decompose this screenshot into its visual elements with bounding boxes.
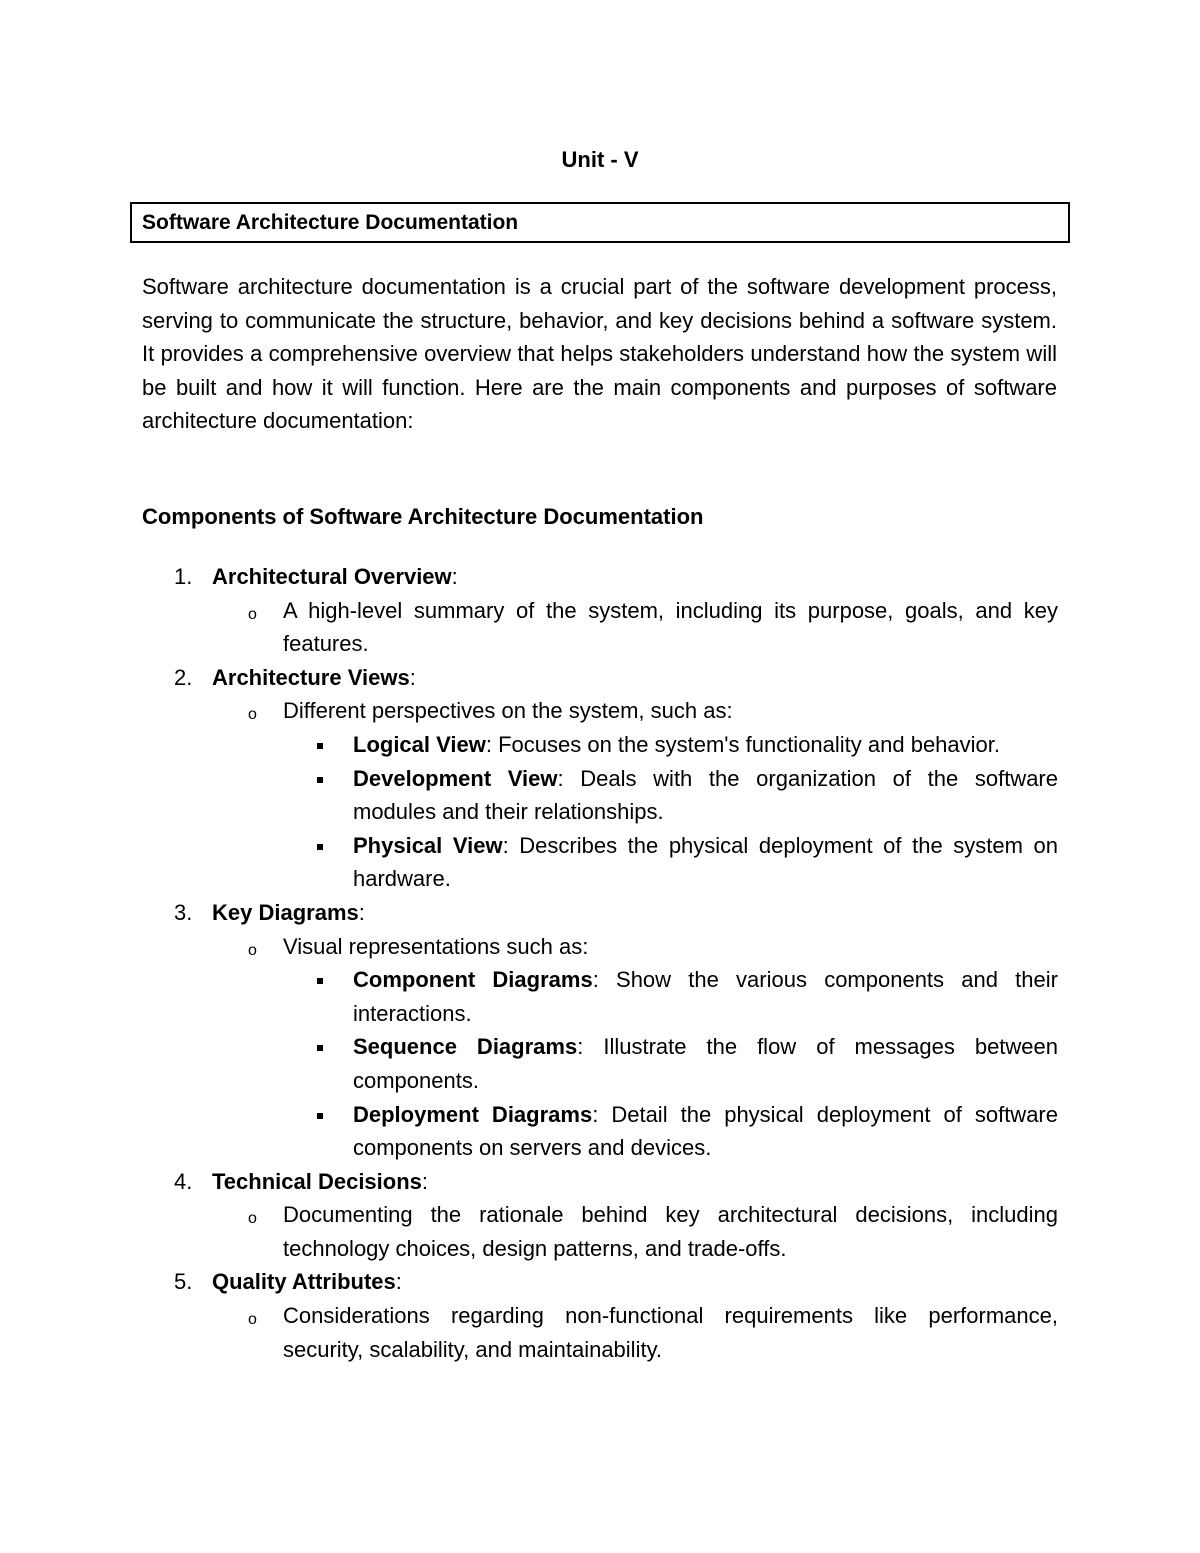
list-item-heading — [0, 896, 1200, 930]
sub-sub-bullet-text: Physical View: Describes the physical deployment of the system on hardware. — [353, 832, 1058, 892]
list-item-title: Architectural Overview: — [212, 564, 458, 589]
list-item — [0, 1165, 1200, 1266]
sub-bullet-text: A high-level summary of the system, including its purpose, goals, and key features. — [283, 597, 1058, 657]
circle-bullet-icon: o — [248, 1210, 257, 1228]
unit-title: Unit - V — [561, 147, 639, 172]
sub-sub-bullet-item — [0, 829, 1200, 896]
circle-bullet-icon: o — [248, 1311, 257, 1329]
sub-bullet-item — [0, 930, 1200, 964]
sub-sub-bullet-text: Deployment Diagrams: Detail the physical deployment of software components on servers and devices. — [353, 1101, 1058, 1161]
section-title: Software Architecture Documentation — [142, 211, 519, 234]
list-item-title: Architecture Views: — [212, 664, 416, 690]
list-item-title: Quality Attributes: — [212, 1269, 402, 1295]
square-bullet-icon — [317, 1045, 323, 1051]
components-heading: Components of Software Architecture Documentation — [142, 504, 704, 529]
section-title-box — [130, 202, 1070, 243]
square-bullet-icon — [317, 777, 323, 783]
circle-bullet-icon: o — [248, 605, 257, 623]
square-bullet-icon — [317, 743, 323, 749]
sub-bullet-item — [0, 694, 1200, 728]
list-item-heading — [0, 560, 1200, 594]
sub-sub-bullet-text: Development View: Deals with the organization of the software modules and their relationships. — [353, 765, 1058, 825]
sub-sub-bullet-item — [0, 1030, 1200, 1097]
sub-bullet-item — [0, 594, 1200, 661]
intro-paragraph: Software architecture documentation is a crucial part of the software development process, serving to communicate the structure, behavior, and key decisions behind a software system. It provides a comprehensive overview that helps stakeholders understand how the system will be built and how it will function. Here are the main components and purposes of software architecture documentation: — [142, 274, 1057, 434]
list-item — [0, 1265, 1200, 1366]
sub-sub-bullet-item — [0, 1098, 1200, 1165]
list-item-number: 1. — [174, 564, 193, 589]
sub-sub-bullet-item — [0, 728, 1200, 762]
circle-bullet-icon: o — [248, 941, 257, 959]
list-item-number: 4. — [174, 1168, 193, 1194]
sub-bullet-text: Documenting the rationale behind key architectural decisions, including technology choices, design patterns, and trade-offs. — [283, 1202, 1058, 1261]
list-item-heading — [0, 661, 1200, 695]
sub-sub-bullet-text: Logical View: Focuses on the system's functionality and behavior. — [353, 731, 1001, 757]
sub-sub-bullet-text: Component Diagrams: Show the various components and their interactions. — [353, 967, 1058, 1026]
list-item-number: 5. — [174, 1269, 193, 1295]
list-item-number: 3. — [174, 899, 193, 925]
list-item — [0, 661, 1200, 896]
sub-sub-bullet-item — [0, 963, 1200, 1030]
square-bullet-icon — [317, 844, 323, 850]
sub-bullet-item — [0, 1299, 1200, 1366]
list-item-title: Key Diagrams: — [212, 899, 365, 925]
list-item — [0, 896, 1200, 1165]
sub-bullet-item — [0, 1198, 1200, 1265]
components-list — [0, 560, 1200, 1366]
list-item-number: 2. — [174, 664, 193, 690]
square-bullet-icon — [317, 978, 323, 984]
list-item-title: Technical Decisions: — [212, 1168, 429, 1194]
list-item-heading — [0, 1265, 1200, 1299]
list-item — [0, 560, 1200, 661]
sub-bullet-text: Visual representations such as: — [283, 933, 589, 959]
square-bullet-icon — [317, 1113, 323, 1119]
sub-bullet-text: Considerations regarding non-functional requirements like performance, security, scalability, and maintainability. — [283, 1303, 1058, 1362]
sub-sub-bullet-item — [0, 762, 1200, 829]
list-item-heading — [0, 1165, 1200, 1199]
circle-bullet-icon: o — [248, 706, 257, 724]
sub-bullet-text: Different perspectives on the system, such as: — [283, 698, 733, 724]
sub-sub-bullet-text: Sequence Diagrams: Illustrate the flow of messages between components. — [353, 1034, 1059, 1093]
